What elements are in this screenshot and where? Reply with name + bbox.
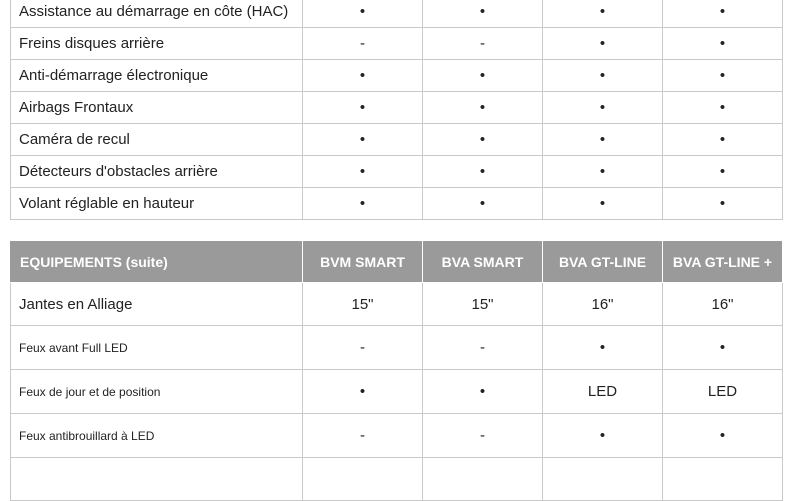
table-row bbox=[11, 0, 783, 28]
cell-bva-gt-line: LED bbox=[543, 370, 663, 414]
cell-bvm-smart: • bbox=[303, 370, 423, 414]
row-label: Jantes en Alliage bbox=[11, 283, 303, 326]
column-header-bva-gt-line: BVA GT-LINE bbox=[543, 241, 663, 283]
cell-bvm-smart: - bbox=[303, 414, 423, 458]
cell-bva-gt-line: • bbox=[543, 92, 663, 124]
cell-bva-gt-line: 16" bbox=[543, 283, 663, 326]
row-label: Détecteurs d'obstacles arrière bbox=[11, 156, 303, 188]
row-label: Assistance au démarrage en côte (HAC) bbox=[11, 0, 303, 28]
cell-bva-gt-line-plus: • bbox=[663, 60, 783, 92]
row-label: Feux avant Full LED bbox=[11, 326, 303, 370]
cell-bvm-smart: - bbox=[303, 326, 423, 370]
cell-bva-gt-line: • bbox=[543, 0, 663, 28]
column-header-equipements: EQUIPEMENTS (suite) bbox=[11, 241, 303, 283]
row-label: Volant réglable en hauteur bbox=[11, 188, 303, 220]
table-row bbox=[11, 28, 783, 60]
cell-bva-smart: • bbox=[423, 0, 543, 28]
cell-bva-smart: - bbox=[423, 28, 543, 60]
cell-bvm-smart: • bbox=[303, 156, 423, 188]
cell-bva-gt-line: • bbox=[543, 28, 663, 60]
cell-bva-gt-line-plus: • bbox=[663, 326, 783, 370]
row-label: Feux de jour et de position bbox=[11, 370, 303, 414]
equipment-table-continued bbox=[10, 240, 783, 501]
cell-bva-gt-line-plus: • bbox=[663, 156, 783, 188]
cell-bva-gt-line-plus: 16" bbox=[663, 283, 783, 326]
cell-bva-gt-line-plus bbox=[663, 458, 783, 501]
table-row bbox=[11, 414, 783, 458]
cell-bva-smart: - bbox=[423, 414, 543, 458]
cell-bva-gt-line bbox=[543, 458, 663, 501]
table-row bbox=[11, 92, 783, 124]
cell-bva-smart: • bbox=[423, 370, 543, 414]
cell-bva-smart: • bbox=[423, 124, 543, 156]
row-label: Caméra de recul bbox=[11, 124, 303, 156]
table-row bbox=[11, 326, 783, 370]
cell-bva-smart: - bbox=[423, 326, 543, 370]
table-row bbox=[11, 188, 783, 220]
cell-bva-smart bbox=[423, 458, 543, 501]
table-row bbox=[11, 156, 783, 188]
cell-bva-gt-line: • bbox=[543, 414, 663, 458]
column-header-bva-smart: BVA SMART bbox=[423, 241, 543, 283]
row-label: Feux antibrouillard à LED bbox=[11, 414, 303, 458]
cell-bva-gt-line-plus: • bbox=[663, 188, 783, 220]
cell-bva-gt-line-plus: • bbox=[663, 28, 783, 60]
cell-bvm-smart: • bbox=[303, 92, 423, 124]
cell-bvm-smart: • bbox=[303, 60, 423, 92]
cell-bva-gt-line-plus: • bbox=[663, 414, 783, 458]
column-header-bvm-smart: BVM SMART bbox=[303, 241, 423, 283]
cell-bvm-smart bbox=[303, 458, 423, 501]
table-header-row bbox=[11, 241, 783, 283]
table-row bbox=[11, 124, 783, 156]
table-row bbox=[11, 370, 783, 414]
cell-bva-gt-line-plus: • bbox=[663, 92, 783, 124]
cell-bvm-smart: • bbox=[303, 0, 423, 28]
row-label: Anti-démarrage électronique bbox=[11, 60, 303, 92]
table-row bbox=[11, 283, 783, 326]
cell-bva-smart: • bbox=[423, 188, 543, 220]
cell-bva-gt-line: • bbox=[543, 188, 663, 220]
cell-bvm-smart: • bbox=[303, 124, 423, 156]
cell-bva-gt-line: • bbox=[543, 124, 663, 156]
table-row bbox=[11, 60, 783, 92]
cell-bvm-smart: • bbox=[303, 188, 423, 220]
cell-bva-gt-line: • bbox=[543, 326, 663, 370]
cell-bva-gt-line-plus: • bbox=[663, 124, 783, 156]
row-label: Airbags Frontaux bbox=[11, 92, 303, 124]
cell-bva-smart: • bbox=[423, 156, 543, 188]
cell-bva-gt-line-plus: LED bbox=[663, 370, 783, 414]
cell-bvm-smart: 15" bbox=[303, 283, 423, 326]
row-label: Freins disques arrière bbox=[11, 28, 303, 60]
table-row bbox=[11, 458, 783, 501]
row-label bbox=[11, 458, 303, 501]
equipment-table-top bbox=[10, 0, 783, 220]
cell-bva-smart: 15" bbox=[423, 283, 543, 326]
cell-bva-gt-line-plus: • bbox=[663, 0, 783, 28]
cell-bva-smart: • bbox=[423, 60, 543, 92]
cell-bvm-smart: - bbox=[303, 28, 423, 60]
column-header-bva-gt-line-plus: BVA GT-LINE + bbox=[663, 241, 783, 283]
cell-bva-gt-line: • bbox=[543, 156, 663, 188]
cell-bva-gt-line: • bbox=[543, 60, 663, 92]
cell-bva-smart: • bbox=[423, 92, 543, 124]
